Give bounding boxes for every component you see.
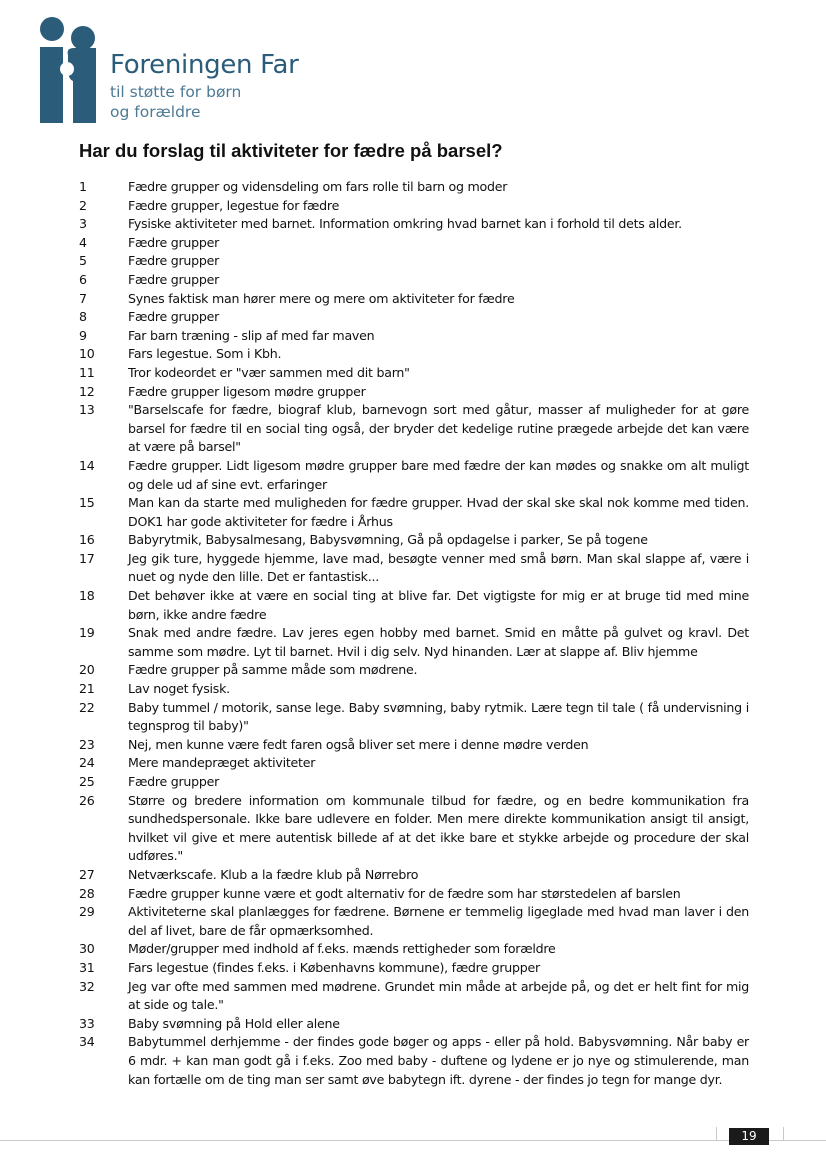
answer-text: Baby tummel / motorik, sanse lege. Baby svømning, baby rytmik. Lære tegn til tale ( få undervisning i tegnsprog til baby)"	[128, 699, 749, 734]
organization-logo	[38, 17, 318, 127]
answer-number: 7	[79, 290, 87, 306]
answer-item	[79, 587, 749, 624]
answer-text: Nej, men kunne være fedt faren også bliver set mere i denne mødre verden	[128, 736, 589, 752]
answer-item	[79, 866, 749, 885]
answer-number: 31	[79, 959, 95, 975]
answer-text: Fysiske aktiviteter med barnet. Information omkring hvad barnet kan i forhold til dets alder.	[128, 216, 682, 232]
answer-text: Fars legestue (findes f.eks. i Københavns kommune), fædre grupper	[128, 959, 540, 975]
answer-text: Fædre grupper	[128, 309, 220, 325]
answer-item	[79, 624, 749, 661]
answer-item	[79, 792, 749, 866]
answer-item	[79, 383, 749, 402]
answer-item	[79, 1015, 749, 1034]
page-number-frame-left	[716, 1127, 717, 1141]
answer-text: Større og bredere information om kommunale tilbud for fædre, og en bedre kommunikation fra sundhedspersonale. Ikke bare udlevere en folder. Men mere direkte kommunikation ansigt til ansigt, hvilket vil give et mere autentisk billede af at det ikke bare et stykke arbejde og procedure der skal udføres."	[128, 792, 749, 864]
answer-item	[79, 736, 749, 755]
answer-text: Fædre grupper ligesom mødre grupper	[128, 383, 366, 399]
answer-number: 17	[79, 550, 95, 566]
answer-item	[79, 699, 749, 736]
answer-text: Fædre grupper på samme måde som mødrene.	[128, 662, 418, 678]
answer-text: Man kan da starte med muligheden for fædre grupper. Hvad der skal ske skal nok komme med tiden. DOK1 har gode aktiviteter for fædre i Århus	[128, 495, 749, 529]
answer-number: 3	[79, 216, 87, 232]
answer-number: 1	[79, 179, 87, 194]
answer-text: Fædre grupper	[128, 253, 220, 269]
answer-text: Babytummel derhjemme - der findes gode bøger og apps - eller på hold. Babysvømning. Når baby er 6 mdr. + kan man godt gå i f.eks. Zoo med baby - duftene og lydene er jo nye og stimulerende, man kan fortælle om de ting man ser samt øve babytegn ift. dyrene - der findes jo tegn for mange dyr.	[128, 1034, 749, 1087]
answer-number: 2	[79, 197, 87, 213]
answer-number: 20	[79, 662, 95, 678]
question-heading: Har du forslag til aktiviteter for fædre på barsel?	[79, 140, 503, 161]
answer-text: Fædre grupper, legestue for fædre	[128, 197, 340, 213]
answer-number: 21	[79, 681, 95, 697]
answer-number: 16	[79, 532, 95, 548]
answer-text: Babyrytmik, Babysalmesang, Babysvømning, Gå på opdagelse i parker, Se på togene	[128, 532, 648, 548]
answer-item	[79, 271, 749, 290]
answer-text: Fædre grupper	[128, 234, 220, 250]
answer-text: Møder/grupper med indhold af f.eks. mænds rettigheder som forældre	[128, 941, 556, 957]
answer-number: 19	[79, 625, 95, 641]
answer-text: Det behøver ikke at være en social ting at blive far. Det vigtigste for mig er at bruge tid med mine børn, ikke andre fædre	[128, 588, 749, 622]
answer-item	[79, 754, 749, 773]
answer-number: 13	[79, 402, 95, 418]
answer-text: Fædre grupper kunne være et godt alternativ for de fædre som har størstedelen af barslen	[128, 885, 681, 901]
answer-number: 29	[79, 904, 95, 920]
answer-item	[79, 940, 749, 959]
answer-number: 24	[79, 755, 95, 771]
answer-text: "Barselscafe for fædre, biograf klub, barnevogn sort med gåtur, masser af muligheder for at gøre barsel for fædre til en social ting også, der bryder det kedelige rutine prægede arbejde det kan være at være på barsel"	[128, 402, 749, 455]
answer-number: 34	[79, 1034, 95, 1050]
answer-item	[79, 959, 749, 978]
answer-text: Fædre grupper og vidensdeling om fars rolle til barn og moder	[128, 179, 508, 194]
answer-text: Synes faktisk man hører mere og mere om aktiviteter for fædre	[128, 290, 515, 306]
answer-number: 32	[79, 978, 95, 994]
answer-item	[79, 494, 749, 531]
answer-text: Snak med andre fædre. Lav jeres egen hobby med barnet. Smid en måtte på gulvet og kravl. Det samme som mødre. Lyt til barnet. Hvil i dig selv. Nyd hinanden. Lær at slappe af. Bliv hjemme	[128, 625, 749, 659]
answer-text: Fædre grupper	[128, 271, 220, 287]
answer-number: 30	[79, 941, 95, 957]
answer-item	[79, 215, 749, 234]
answer-number: 11	[79, 364, 95, 380]
answer-number: 25	[79, 774, 95, 789]
answer-item	[79, 290, 749, 309]
answer-text: Jeg gik ture, hyggede hjemme, lave mad, besøgte venner med små børn. Man skal slappe af, være i nuet og nyde den lille. Det er fantastisk...	[128, 550, 749, 585]
answer-item	[79, 178, 749, 197]
answer-text: Tror kodeordet er "vær sammen med dit barn"	[128, 364, 410, 380]
answer-number: 33	[79, 1015, 95, 1031]
answer-item	[79, 1033, 749, 1089]
answer-item	[79, 680, 749, 699]
answer-number: 9	[79, 327, 87, 343]
answer-item	[79, 773, 749, 792]
answer-item	[79, 364, 749, 383]
answer-item	[79, 308, 749, 327]
answer-number: 10	[79, 346, 95, 362]
answer-list	[79, 178, 749, 1089]
answer-text: Fædre grupper. Lidt ligesom mødre grupper bare med fædre der kan mødes og snakke om alt muligt og dele ud af sine evt. erfaringer	[128, 457, 749, 492]
answer-number: 14	[79, 457, 95, 473]
answer-item	[79, 531, 749, 550]
answer-text: Mere mandepræget aktiviteter	[128, 755, 316, 771]
answer-item	[79, 401, 749, 457]
answer-number: 28	[79, 885, 95, 901]
answer-number: 15	[79, 495, 95, 511]
answer-number: 27	[79, 866, 95, 882]
answer-item	[79, 457, 749, 494]
logo-name: Foreningen Far	[110, 50, 299, 80]
answer-text: Jeg var ofte med sammen med mødrene. Grundet min måde at arbejde på, og det er helt fint for mig at side og tale."	[128, 978, 749, 1013]
answer-number: 22	[79, 699, 95, 715]
logo-tagline-line1: til støtte for børn	[110, 83, 242, 101]
answer-number: 18	[79, 588, 95, 604]
answer-item	[79, 234, 749, 253]
answer-item	[79, 345, 749, 364]
page-number-frame-right	[783, 1127, 784, 1141]
answer-item	[79, 252, 749, 271]
answer-text: Baby svømning på Hold eller alene	[128, 1015, 340, 1031]
answer-text: Aktiviteterne skal planlægges for fædrene. Børnene er temmelig ligeglade med hvad man laver i den del af livet, bare de får opmærksomhed.	[128, 904, 749, 938]
logo-figure-icon	[38, 17, 108, 123]
answer-number: 23	[79, 736, 95, 752]
logo-tagline-line2: og forældre	[110, 103, 201, 121]
answer-number: 6	[79, 271, 87, 287]
answer-item	[79, 903, 749, 940]
answer-item	[79, 661, 749, 680]
answer-text: Fædre grupper	[128, 774, 220, 789]
answer-text: Fars legestue. Som i Kbh.	[128, 346, 282, 362]
answer-text: Netværkscafe. Klub a la fædre klub på Nørrebro	[128, 866, 419, 882]
answer-item	[79, 550, 749, 587]
answer-number: 4	[79, 234, 87, 250]
answer-item	[79, 197, 749, 216]
answer-text: Lav noget fysisk.	[128, 681, 230, 697]
answer-number: 26	[79, 792, 95, 808]
answer-item	[79, 885, 749, 904]
answer-text: Far barn træning - slip af med far maven	[128, 327, 375, 343]
answer-item	[79, 327, 749, 346]
footer-divider	[0, 1140, 826, 1141]
answer-number: 5	[79, 253, 87, 269]
answer-number: 8	[79, 309, 87, 325]
answer-item	[79, 978, 749, 1015]
answer-number: 12	[79, 383, 95, 399]
page-number: 19	[729, 1128, 769, 1145]
